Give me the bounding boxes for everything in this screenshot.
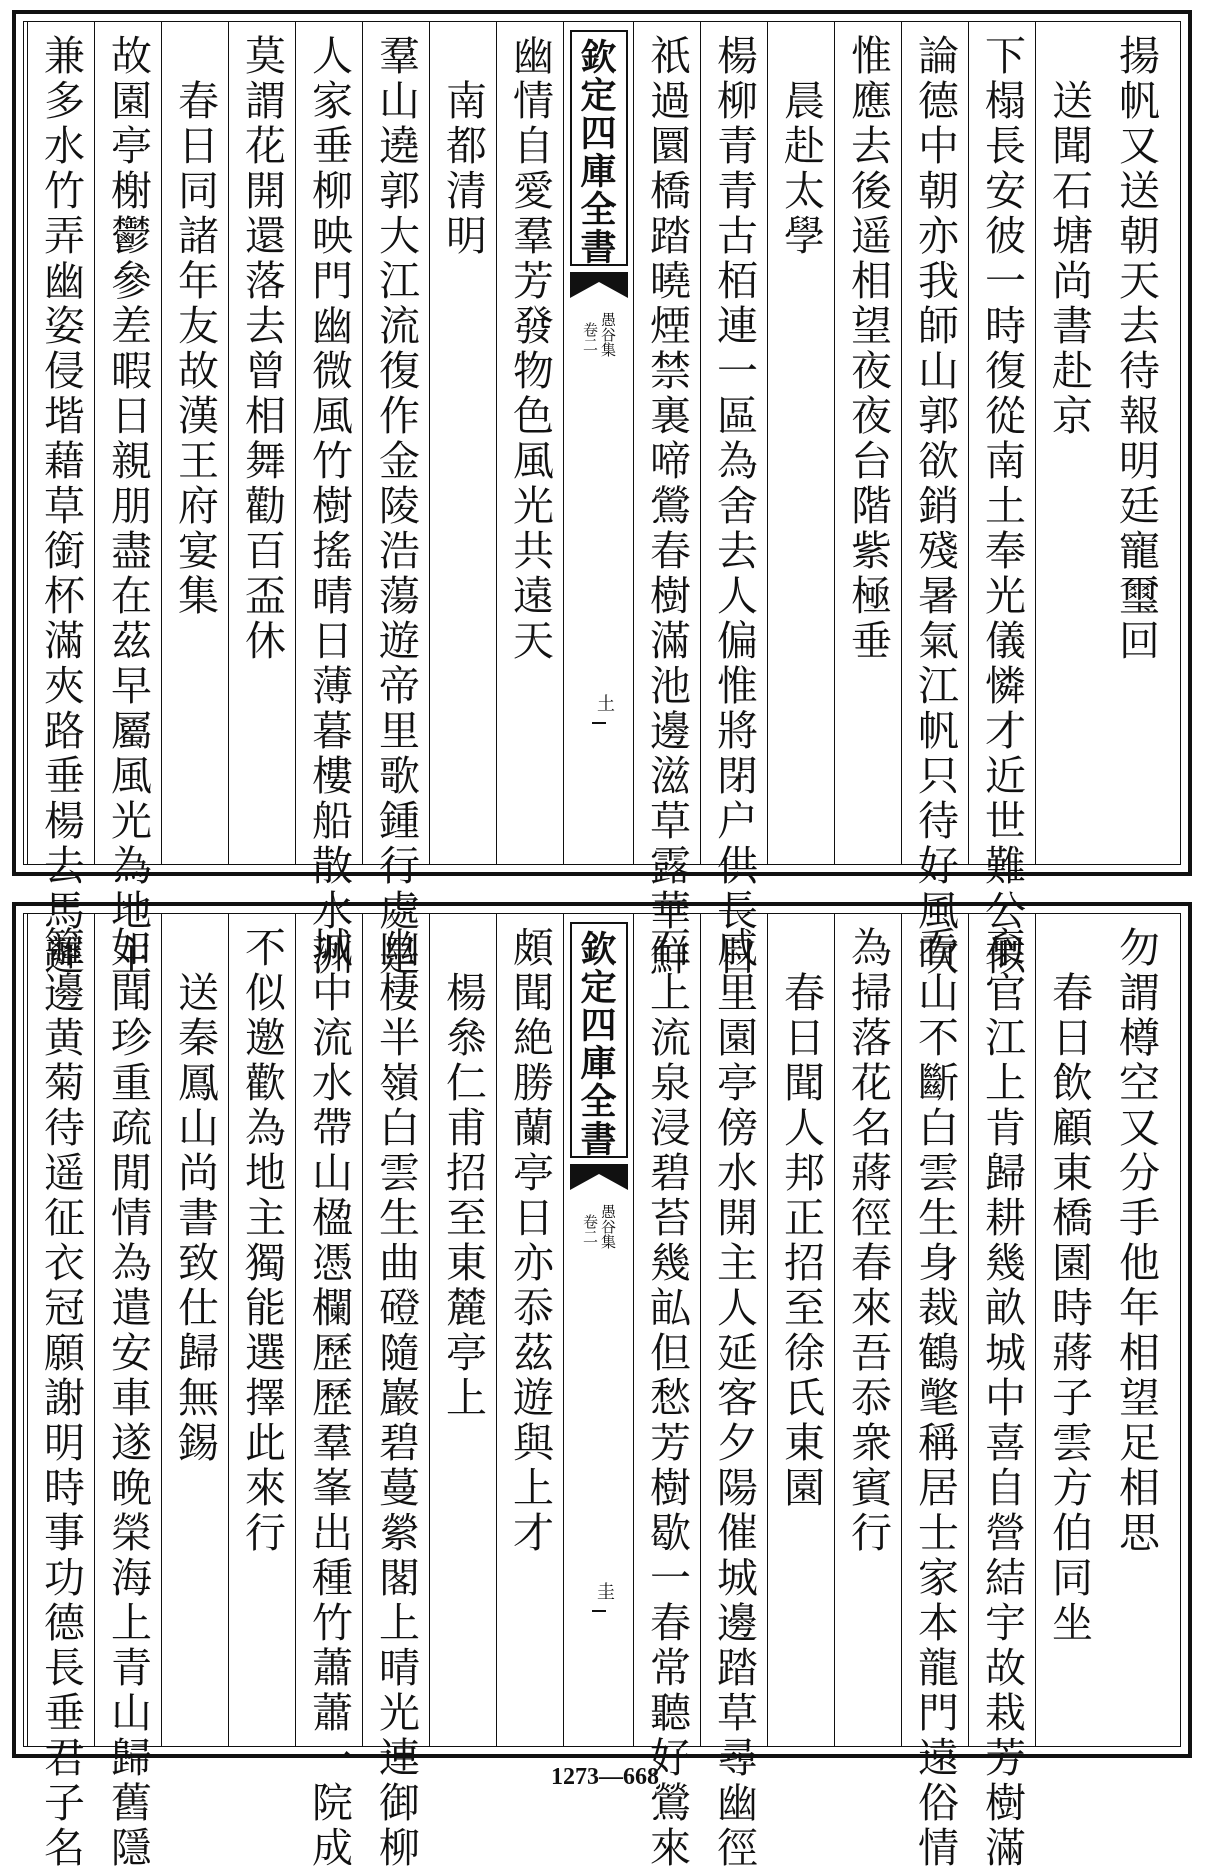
top-col-l7 xyxy=(94,22,161,979)
top-col-r6 xyxy=(767,22,834,864)
text-column: 兼多水竹弄幽姿侵堦藉草銜杯滿夾路垂楊去馬遲 xyxy=(37,34,85,979)
text-column: 頗聞絶勝蘭亭日亦忝茲遊與上才 xyxy=(506,926,554,1556)
bottom-col-r3 xyxy=(968,914,1035,1871)
divider xyxy=(592,1610,606,1612)
text-column: 城中流水帶山楹憑欄歷歷羣峯出種竹蕭蕭一院成 xyxy=(305,926,353,1871)
volume-label: 卷二 xyxy=(581,322,599,352)
bottom-col-l4 xyxy=(295,914,362,1871)
text-column: 論德中朝亦我師山郭欲銷殘暑氣江帆只待好風吹 xyxy=(911,34,959,979)
text-column: 晨赴太學 xyxy=(777,34,825,259)
top-col-r4 xyxy=(901,22,968,979)
top-col-r1 xyxy=(1102,22,1169,864)
fish-tail-ornament-icon xyxy=(570,1164,628,1190)
text-column: 羣山遶郭大江流復作金陵浩蕩遊帝里歌鍾行處是 xyxy=(372,34,420,979)
text-column: 勿謂樽空又分手他年相望足相思 xyxy=(1112,926,1160,1556)
top-col-l8 xyxy=(27,22,94,979)
top-page xyxy=(12,10,1192,979)
volume-label: 卷二 xyxy=(581,1214,599,1244)
text-column: 莫謂花開還落去曾相舞勸百盃休 xyxy=(238,34,286,664)
text-column: 送聞石塘尚書赴京 xyxy=(1045,34,1093,439)
bottom-col-r8 xyxy=(633,914,700,1871)
text-column: 送秦鳳山尚書致仕歸無錫 xyxy=(171,926,219,1466)
collection-title: 愚谷集 xyxy=(599,312,617,357)
top-col-l4 xyxy=(295,22,362,979)
footer-page-number: 1273—668 xyxy=(551,1764,659,1790)
bottom-col-l8 xyxy=(27,914,94,1871)
collection-title: 愚谷集 xyxy=(599,1204,617,1249)
text-column: 故園亭榭鬱參差暇日親朋盡在茲早屬風光為地主 xyxy=(104,34,152,979)
text-column: 人家垂柳映門幽微風竹樹搖晴日薄暮樓船散水洲 xyxy=(305,34,353,979)
text-column: 祇過圜橋踏曉煙禁裏啼鶯春樹滿池邊滋草露華鮮 xyxy=(643,34,691,979)
top-col-l3 xyxy=(362,22,429,979)
top-page-frame xyxy=(23,21,1181,979)
bottom-col-l6 xyxy=(161,914,228,1746)
top-col-l1 xyxy=(496,22,563,864)
top-col-r7 xyxy=(700,22,767,979)
bottom-col-r1 xyxy=(1102,914,1169,1746)
text-column: 春日飲顧東橋園時蔣子雲方伯同坐 xyxy=(1045,926,1093,1646)
text-column: 石上流泉浸碧苔幾畆但愁芳樹歇一春常聽好鶯來 xyxy=(643,926,691,1871)
text-column: 惟應去後遥相望夜夜台階紫極垂 xyxy=(844,34,892,664)
text-column: 為掃落花名蔣徑春來吾忝衆賓行 xyxy=(844,926,892,1556)
text-column: 春日聞人邦正招至徐氏東園 xyxy=(777,926,825,1511)
top-col-r3 xyxy=(968,22,1035,979)
divider xyxy=(592,722,606,724)
text-column: 不似邀歡為地主獨能選擇此來行 xyxy=(238,926,286,1556)
text-column: 籬邊黄菊待遥征衣冠願謝明時事功德長垂君子名 xyxy=(37,926,85,1871)
bottom-col-l1 xyxy=(496,914,563,1746)
bottom-center-column xyxy=(563,914,633,1746)
text-column: 幽棲半嶺白雲生曲磴隨巖碧蔓縈閣上晴光連御柳 xyxy=(372,926,420,1871)
text-column: 看山不斷白雲生身裁鶴氅稱居士家本龍門遠俗情 xyxy=(911,926,959,1871)
bottom-col-l7 xyxy=(94,914,161,1871)
top-col-r8 xyxy=(633,22,700,979)
top-col-l5 xyxy=(228,22,295,864)
bottom-col-r7 xyxy=(700,914,767,1871)
text-column: 春日同諸年友故漢王府宴集 xyxy=(171,34,219,619)
bottom-col-l3 xyxy=(362,914,429,1871)
text-column: 戚里園亭傍水開主人延客夕陽催城邊踏草尋幽徑 xyxy=(710,926,758,1871)
text-column: 幽情自愛羣芳發物色風光共遠天 xyxy=(506,34,554,664)
text-column: 楊柳青青古栢連一區為舍去人偏惟將閉户供長日 xyxy=(710,34,758,979)
bottom-col-l5 xyxy=(228,914,295,1746)
bottom-col-r2 xyxy=(1035,914,1102,1746)
top-col-l2 xyxy=(429,22,496,864)
bottom-col-r6 xyxy=(767,914,834,1746)
bottom-col-r5 xyxy=(834,914,901,1746)
text-column: 揚帆又送朝天去待報明廷寵璽回 xyxy=(1112,34,1160,664)
text-column: 下榻長安彼一時復從南土奉光儀憐才近世難公似 xyxy=(978,34,1026,979)
text-column: 南都清明 xyxy=(439,34,487,259)
bottom-col-l2 xyxy=(429,914,496,1746)
book-title: 欽定四庫全書 xyxy=(570,30,628,266)
bottom-col-r4 xyxy=(901,914,968,1871)
page-number: 土 xyxy=(594,694,615,712)
text-column: 棄官江上肯歸耕幾畝城中喜自營結宇故栽芳樹滿 xyxy=(978,926,1026,1871)
book-title: 欽定四庫全書 xyxy=(570,922,628,1158)
text-column: 楊叅仁甫招至東麓亭上 xyxy=(439,926,487,1421)
top-col-r5 xyxy=(834,22,901,864)
page-number: 圭 xyxy=(594,1582,615,1600)
top-col-r2 xyxy=(1035,22,1102,864)
text-column: 如聞珍重疏閒情為遣安車遂晚榮海上青山歸舊隱 xyxy=(104,926,152,1871)
top-col-l6 xyxy=(161,22,228,864)
top-center-column xyxy=(563,22,633,864)
fish-tail-ornament-icon xyxy=(570,272,628,298)
